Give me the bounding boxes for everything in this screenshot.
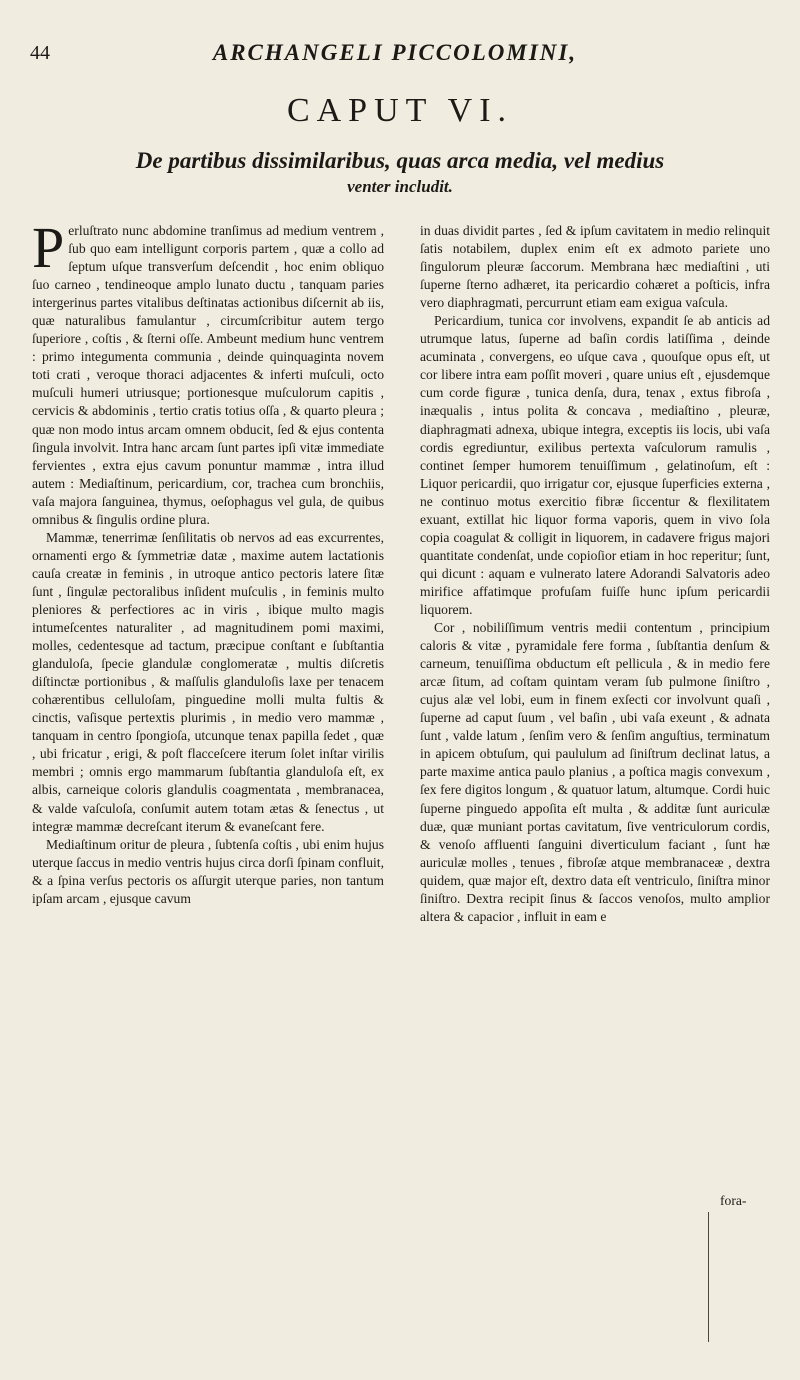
chapter-subtitle <box>30 148 770 200</box>
ink-stroke <box>708 1212 709 1342</box>
paragraph-intro-text: erluſtrato nunc abdomine tranſimus ad medium ventrem , ſub quo eam intelligunt corporis partem , quæ a collo ad ſeptum uſque transverſum deſcendit , hoc enim obliquo ſuo carneo , tendineoque amplo lunato ductu , tanquam paries intergerinus partes vitalibus deſtinatas actionibus diſcernit ab iis, quæ naturalibus famulantur , circumſcribitur autem tergo ſuperiore , coſtis , & ſterni oſſe. Ambeunt medium hunc ventrem : primo integumenta communia , deinde quinquaginta novem toti crati , veroque thoraci adjacentes & inferti muſculi, octo muſculi humeri utriusque; portionesque muſculorum capitis , cervicis & abdominis , tertio cratis totius oſſa , & quarto pleura ; quæ non modo intus arcam omnem obducit, ſed & ejus contenta ſingula involvit. Intra hanc arcam ſunt partes ipſi vitæ immediate fervientes , extra ejus cavum ponuntur mammæ , intra illud autem : Mediaſtinum, pericardium, cor, trachea cum bronchiis, vaſa majora ſanguinea, thymus, oeſophagus vel gula, de quibus omnibus & ſingulis ordine plura. <box>32 223 384 527</box>
paragraph-mammae: Mammæ, tenerrimæ ſenſilitatis ob nervos ad eas excurrentes, ornamenti ergo & ſymmetriæ datæ , maxime autem lactationis cauſa creatæ in feminis , in utroque antico pectoris latere ſitæ ſunt , ſingulæ pectoralibus inſident muſculis , in feminis multo pleniores & perfectiores ac in viris , ibique multo magis intumeſcentes naturaliter , ad magnitudinem pomi maximi, molles, cedentesque ad tactum, præcipue conſtant e ſubſtantia glanduloſa, ſpecie glandulæ conglomeratæ , multis diſcretis diſtinctæ portionibus , & maſſulis glanduloſis laxe per tenacem cohærentibus celluloſam, pinguedine molli multa fultis & cinctis, vaſisque pertextis plurimis , in medio vero mammæ , tanquam in centro ſpongioſa, utcunque tenax papilla ſedet , quæ , ubi fricatur , erigi, & poſt flacceſcere iterum ſolet inſtar virilis membri ; omnis ergo mammarum ſubſtantia glanduloſa eſt, ex albis, carneique coloris glandulis coagmentata , membranacea, & valde vaſculoſa, conſumit autem totam ætas & ſenectus , ut integræ mammæ decreſcant iterum & evaneſcant fere. <box>32 529 384 834</box>
right-column <box>420 222 770 926</box>
paragraph-mediastinum-cont: in duas dividit partes , ſed & ipſum cavitatem in medio relinquit ſatis notabilem, duplex enim eſt ex admoto pariete uno ſingulorum pleuræ ſaccorum. Membrana hæc mediaſtini , uti ſuperne ſterno adhæret, ita pericardio cohæret a poſticis, infra vero diaphragmati, percurrunt etiam eam exigua vaſcula. <box>420 223 770 311</box>
paragraph-pericardium: Pericardium, tunica cor involvens, expandit ſe ab anticis ad utrumque latus, ſuperne ad baſin cordis latiſſima , deinde acuminata , convergens, eo uſque cava , quouſque opus eſt, ut cor libere intra eam poſſit moveri , quare unius eſt , ejusdemque cum corde figuræ , tunica denſa, dura, tenax , extus fibroſa , inæqualis , intus polita & concava , mediaſtino , pleuræ, diaphragmati adnexa, ubique integra, exceptis iis locis, ubi vaſa cordis egrediuntur, exilibus pertexta vaſculorum ramulis , continet ſemper humorem tenuiſſimum , gelatinoſum, eſt : Liquor pericardii, quo irrigatur cor, ejusque ſuperficies externa , ne continuo motus exercitio fibræ ſiccentur & flexilitatem exuant, extillat hic liquor forma vaporis, quem in vivo ſola copia coagulat & colligit in liquorem, in cadavere frigus majori quantitate condenſat, unde copioſior etiam in hoc reperitur; ſunt, qui dicunt : aquam e vulnerato latere Adorandi Salvatoris adeo mirifice affatimque profuſam fuiſſe hunc ipſum pericardii liquorem. <box>420 313 770 617</box>
drop-cap: P <box>32 215 65 280</box>
paragraph-intro <box>32 215 384 529</box>
catchword: fora- <box>720 1193 747 1208</box>
page-number: 44 <box>30 42 50 64</box>
left-column <box>32 215 384 908</box>
running-title: ARCHANGELI PICCOLOMINI, <box>212 40 578 65</box>
subtitle-line-1: De partibus dissimilaribus, quas arca media, vel medius <box>135 148 665 173</box>
subtitle-line-2: venter includit. <box>347 177 453 196</box>
running-head <box>30 38 760 78</box>
paragraph-mediastinum: Mediaſtinum oritur de pleura , ſubtenſa coſtis , ubi enim hujus uterque ſaccus in medio ventris hujus circa dorſi ſpinam confluit, & a ſpina verſus pectoris os aſſurgit uterque paries, non tantum ipſam arcam , ejusque cavum <box>32 836 384 906</box>
chapter-title: CAPUT VI. <box>286 92 514 129</box>
paragraph-cor: Cor , nobiliſſimum ventris medii contentum , principium caloris & vitæ , pyramidale fere forma , ſubſtantia denſum & carneum, tenuiſſima obductum eſt pellicula , & in medio fere arcæ ſitum, ad coſtam quintam veram ſub pulmone ſiniſtro , cujus alæ vel lobi, eum in finem exſecti cor involvunt quaſi , ſuperne ad caput ſuum , vel baſin , ubi vaſa exeunt , & adnata ſunt , valde latum , ſenſim vero & ſenſim anguſtius, terminatum in apicem obtuſum, qui paululum ad ſiniſtrum declinat latus, a parte maxime antica paulo planius , a poſtica magis convexum , ſex fere digitos longum , & quatuor latum, altumque. Cordi huic ſuperne pinguedo appoſita eſt multa , & additæ ſunt auriculæ duæ, quæ muniant portas cavitatum, ſive ventriculorum cordis, & venoſo affluenti ſanguini diverticulum faciant , ſunt hæ auriculæ molles , tenues , fibroſæ atque membranaceæ , dextra quidem, quæ major eſt, dextro data eſt ventriculo, ſiniſtra minor ſiniſtro. Dextra recipit ſinus & ſaccos venoſos, multo amplior altera & capacior , influit in eam e <box>420 620 770 924</box>
